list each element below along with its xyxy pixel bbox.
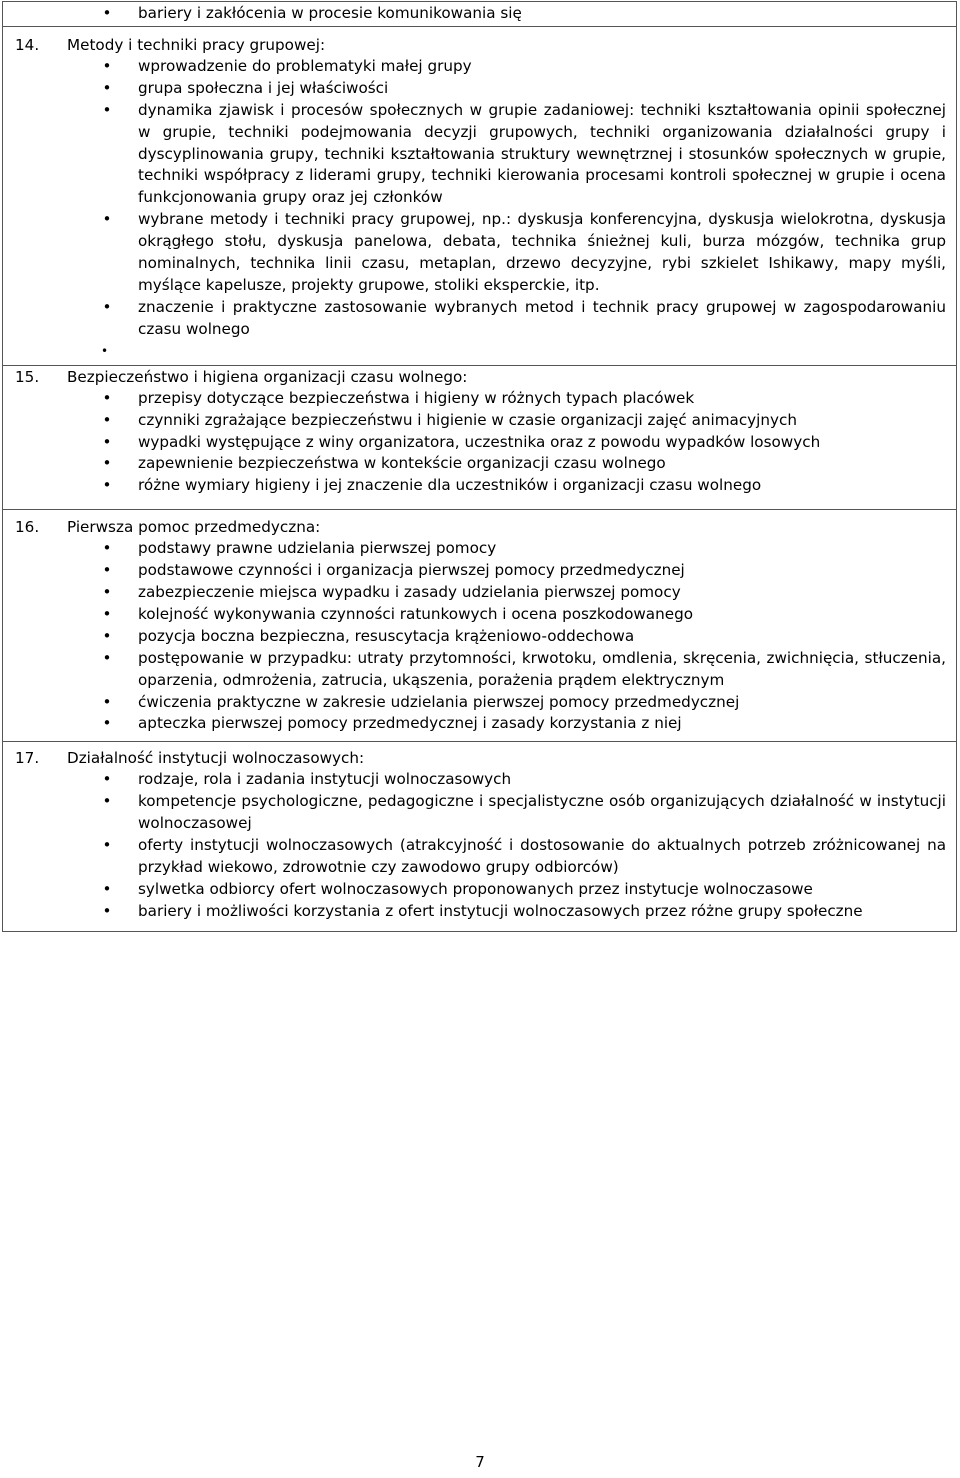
table-row (3, 26, 957, 365)
curriculum-table (2, 1, 957, 932)
list-item (102, 453, 946, 475)
table-row (3, 510, 957, 742)
list-item (102, 835, 946, 879)
list-item-text: czynniki zgrażające bezpieczeństwu i higienie w czasie organizacji zajęć animacyjnych (138, 410, 797, 429)
list-item (102, 604, 946, 626)
list-item (102, 56, 946, 78)
list-item-text: kolejność wykonywania czynności ratunkowych i ocena poszkodowanego (138, 604, 694, 623)
section-heading (15, 34, 946, 56)
list-item (102, 560, 946, 582)
section-number: 15. (15, 367, 40, 386)
list-item (102, 713, 946, 735)
bullet-icon: • (102, 78, 112, 97)
section-title: Działalność instytucji wolnoczasowych: (67, 749, 365, 768)
list-item-text: sylwetka odbiorcy ofert wolnoczasowych proponowanych przez instytucje wolnoczasowe (138, 879, 813, 898)
bullet-icon: • (102, 626, 112, 645)
list-item-text: pozycja boczna bezpieczna, resuscytacja krążeniowo-oddechowa (138, 626, 635, 645)
table-row (3, 742, 957, 931)
list-item-text: podstawowe czynności i organizacja pierwszej pomocy przedmedycznej (138, 561, 685, 580)
section-number: 14. (15, 35, 40, 54)
list-item (102, 100, 946, 210)
table-cell (3, 2, 957, 27)
bullet-list (15, 56, 946, 341)
list-item-text: wybrane metody i techniki pracy grupowej, np.: dyskusja konferencyjna, dyskusja wielokrotna, dyskusja okrągłego stołu, dyskusja panelowa, debata, technika śnieżnej kuli, burza mózgów, technika grup nominalnych, technika linii czasu, metaplan, drzewo decyzyjne, rybi szkielet Ishikawy, mapy myśli, myślące kapelusze, projekty grupowe, stoliki eksperckie, itp. (138, 210, 946, 294)
section-heading (15, 366, 946, 388)
list-item-text: różne wymiary higieny i jej znaczenie dla uczestników i organizacji czasu wolnego (138, 476, 762, 495)
bullet-icon: • (102, 901, 112, 920)
bullet-icon: • (102, 432, 112, 451)
stray-dot-icon: • (101, 343, 109, 358)
list-item (102, 432, 946, 454)
bullet-icon: • (102, 56, 112, 75)
bullet-icon: • (102, 879, 112, 898)
bullet-icon: • (102, 210, 112, 229)
list-item (102, 879, 946, 901)
table-cell (3, 26, 957, 365)
bullet-list (15, 769, 946, 922)
list-item (102, 648, 946, 692)
list-item (102, 410, 946, 432)
bullet-icon: • (102, 454, 112, 473)
table-cell (3, 365, 957, 510)
section-heading (15, 747, 946, 769)
list-item-text: apteczka pierwszej pomocy przedmedycznej i zasady korzystania z niej (138, 714, 682, 733)
list-item-text: oferty instytucji wolnoczasowych (atrakcyjność i dostosowanie do aktualnych potrzeb zróżnicowanej na przykład wiekowo, zdrowotnie czy zawodowo grupy odbiorców) (138, 836, 946, 876)
bullet-icon: • (102, 692, 112, 711)
list-item-text: bariery i możliwości korzystania z ofert instytucji wolnoczasowych przez różne grupy społeczne (138, 901, 863, 920)
bullet-icon: • (102, 648, 112, 667)
bullet-icon: • (102, 836, 112, 855)
list-item-text: wprowadzenie do problematyki małej grupy (138, 56, 472, 75)
list-item-text: wypadki występujące z winy organizatora, uczestnika oraz z powodu wypadków losowych (138, 432, 821, 451)
list-item-text: zabezpieczenie miejsca wypadku i zasady udzielania pierwszej pomocy (138, 583, 681, 602)
list-item (102, 388, 946, 410)
bullet-icon: • (102, 792, 112, 811)
bullet-list (15, 388, 946, 498)
bullet-icon: • (102, 604, 112, 623)
bullet-icon: • (102, 561, 112, 580)
bullet-icon: • (102, 100, 112, 119)
list-item-text: przepisy dotyczące bezpieczeństwa i higieny w różnych typach placówek (138, 388, 695, 407)
section-number: 17. (15, 749, 40, 768)
bullet-icon: • (102, 410, 112, 429)
list-item-text: dynamika zjawisk i procesów społecznych w grupie zadaniowej: techniki kształtowania opinii społecznej w grupie, techniki podejmowania decyzji grupowych, techniki organizowania działalności grupy i dyscyplinowania grupy, techniki kształtowania struktury wewnętrznej i stosunków społecznych w grupie, techniki współpracy z liderami grupy, techniki kierowania procesami kontroli społecznej w grupie i ocena funkcjonowania grupy oraz jej członków (138, 100, 946, 207)
bullet-icon: • (102, 4, 112, 22)
list-item (102, 582, 946, 604)
list-item (102, 475, 946, 497)
section-title: Bezpieczeństwo i higiena organizacji czasu wolnego: (67, 367, 468, 386)
list-item-text: podstawy prawne udzielania pierwszej pomocy (138, 539, 497, 558)
bullet-icon: • (102, 476, 112, 495)
table-cell (3, 742, 957, 931)
bullet-icon: • (102, 770, 112, 789)
list-item (102, 297, 946, 341)
list-item (102, 78, 946, 100)
bullet-icon: • (102, 583, 112, 602)
bullet-icon: • (102, 388, 112, 407)
list-item-text: znaczenie i praktyczne zastosowanie wybranych metod i technik pracy grupowej w zagospodarowaniu czasu wolnego (138, 297, 946, 338)
list-item (102, 3, 946, 25)
list-item (102, 538, 946, 560)
list-item (102, 692, 946, 714)
list-item-text: ćwiczenia praktyczne w zakresie udzielania pierwszej pomocy przedmedycznej (138, 692, 740, 711)
list-item (102, 209, 946, 297)
table-cell (3, 510, 957, 742)
list-item (102, 769, 946, 791)
section-title: Metody i techniki pracy grupowej: (67, 35, 326, 54)
bullet-icon: • (102, 714, 112, 733)
list-item-text: rodzaje, rola i zadania instytucji wolnoczasowych (138, 770, 512, 789)
list-item (102, 901, 946, 923)
list-item (102, 626, 946, 648)
list-item-text: postępowanie w przypadku: utraty przytomności, krwotoku, omdlenia, skręcenia, zwichnięcia, stłuczenia, oparzenia, odmrożenia, zatrucia, ukąszenia, porażenia prądem elektrycznym (138, 648, 946, 689)
bullet-list (15, 538, 946, 735)
table-row (3, 365, 957, 510)
page-number: 7 (475, 1453, 485, 1471)
section-heading (15, 516, 946, 538)
bullet-icon: • (102, 297, 112, 316)
section-title: Pierwsza pomoc przedmedyczna: (67, 518, 321, 537)
list-item-text: zapewnienie bezpieczeństwa w kontekście organizacji czasu wolnego (138, 454, 666, 473)
section-number: 16. (15, 518, 40, 537)
table-row (3, 2, 957, 27)
bullet-icon: • (102, 539, 112, 558)
list-item-text: kompetencje psychologiczne, pedagogiczne i specjalistyczne osób organizujących działalność w instytucji wolnoczasowej (138, 792, 946, 833)
list-item (102, 791, 946, 835)
list-item-text: grupa społeczna i jej właściwości (138, 78, 389, 97)
list-item-text: bariery i zakłócenia w procesie komunikowania się (138, 4, 522, 22)
